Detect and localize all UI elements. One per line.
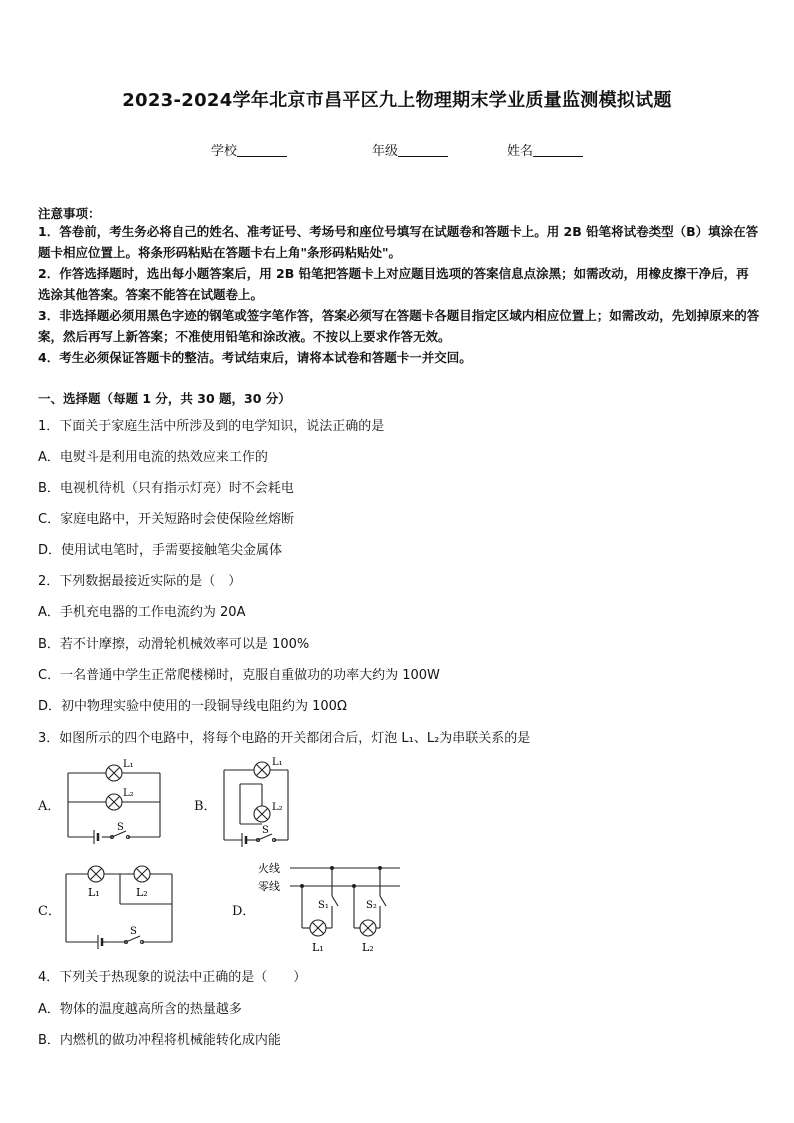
question-2-option-a[interactable]: A．手机充电器的工作电流约为 20A	[38, 605, 246, 620]
question-1-option-d[interactable]: D．使用试电笔时，手需要接触笔尖金属体	[38, 543, 283, 558]
lamp-l2-label: L₂	[362, 941, 374, 954]
question-1-option-b[interactable]: B．电视机待机（只有指示灯亮）时不会耗电	[38, 481, 294, 496]
switch-s-label: S	[117, 822, 124, 833]
neutral-wire-label: 零线	[258, 880, 280, 893]
lamp-l2-label: L₂	[123, 788, 134, 799]
question-4-option-a[interactable]: A．物体的温度越高所含的热量越多	[38, 1002, 242, 1017]
question-4-option-b[interactable]: B．内燃机的做功冲程将机械能转化成内能	[38, 1033, 281, 1048]
question-2-stem: 2．下列数据最接近实际的是（ ）	[38, 574, 242, 589]
lamp-l2-label: L₂	[136, 886, 148, 899]
circuit-diagram-d	[258, 858, 408, 958]
grade-label: 年级	[372, 144, 399, 159]
question-3-option-b-label[interactable]: B．	[194, 799, 217, 814]
question-3-stem: 3．如图所示的四个电路中，将每个电路的开关都闭合后，灯泡 L₁、L₂为串联关系的是	[38, 731, 531, 746]
question-1-stem: 1．下面关于家庭生活中所涉及到的电学知识，说法正确的是	[38, 419, 385, 434]
live-wire-label: 火线	[258, 862, 280, 875]
switch-s-label: S	[130, 926, 137, 937]
grade-field	[372, 140, 448, 159]
grade-blank[interactable]	[398, 143, 448, 157]
name-field	[507, 140, 583, 159]
lamp-l1-label: L₁	[272, 757, 283, 768]
circuit-diagram-a	[60, 755, 180, 850]
circuit-diagram-b	[218, 752, 298, 852]
notice-item-2: 2．作答选择题时，选出每小题答案后，用 2B 铅笔把答题卡上对应题目选项的答案信息点涂黑；如需改动，用橡皮擦干净后，再选涂其他答案。答案不能答在试题卷上。	[38, 266, 749, 302]
question-3-option-d-label[interactable]: D．	[232, 904, 256, 919]
notice-item-4: 4．考生必须保证答题卡的整洁。考试结束后，请将本试卷和答题卡一并交回。	[38, 350, 472, 365]
notice-heading: 注意事项：	[38, 206, 101, 221]
question-3-option-c-label[interactable]: C．	[38, 904, 61, 919]
question-1-option-c[interactable]: C．家庭电路中，开关短路时会使保险丝熔断	[38, 512, 295, 527]
name-blank[interactable]	[533, 143, 583, 157]
school-label: 学校	[211, 144, 238, 159]
lamp-l1-label: L₁	[123, 759, 134, 770]
notice-item-1: 1．答卷前，考生务必将自己的姓名、准考证号、考场号和座位号填写在试题卷和答题卡上。用 2B 铅笔将试卷类型（B）填涂在答题卡相应位置上。将条形码粘贴在答题卡右上角"条形码粘贴处"。	[38, 224, 759, 260]
name-label: 姓名	[507, 144, 534, 159]
lamp-l1-label: L₁	[88, 886, 100, 899]
question-3-option-a-label[interactable]: A．	[38, 799, 61, 814]
section-heading: 一、选择题（每题 1 分，共 30 题，30 分）	[38, 391, 291, 406]
question-4-stem: 4．下列关于热现象的说法中正确的是（ ）	[38, 970, 307, 985]
question-1-option-a[interactable]: A．电熨斗是利用电流的热效应来工作的	[38, 450, 268, 465]
lamp-l1-label: L₁	[312, 941, 324, 954]
question-2-option-c[interactable]: C．一名普通中学生正常爬楼梯时，克服自重做功的功率大约为 100W	[38, 668, 440, 683]
notice-item-3: 3．非选择题必须用黑色字迹的钢笔或签字笔作答，答案必须写在答题卡各题目指定区域内相应位置上；如需改动，先划掉原来的答案，然后再写上新答案；不准使用铅笔和涂改液。不按以上要求作答无效。	[38, 308, 760, 344]
question-2-option-d[interactable]: D．初中物理实验中使用的一段铜导线电阻约为 100Ω	[38, 699, 347, 714]
page-title: 2023-2024学年北京市昌平区九上物理期末学业质量监测模拟试题	[122, 90, 672, 111]
lamp-l2-label: L₂	[272, 802, 283, 813]
switch-s2-label: S₂	[366, 900, 377, 911]
question-2-option-b[interactable]: B．若不计摩擦，动滑轮机械效率可以是 100%	[38, 637, 310, 652]
switch-s-label: S	[262, 825, 269, 836]
circuit-diagram-c	[60, 860, 185, 950]
switch-s1-label: S₁	[318, 900, 329, 911]
school-blank[interactable]	[237, 143, 287, 157]
school-field	[211, 140, 287, 159]
